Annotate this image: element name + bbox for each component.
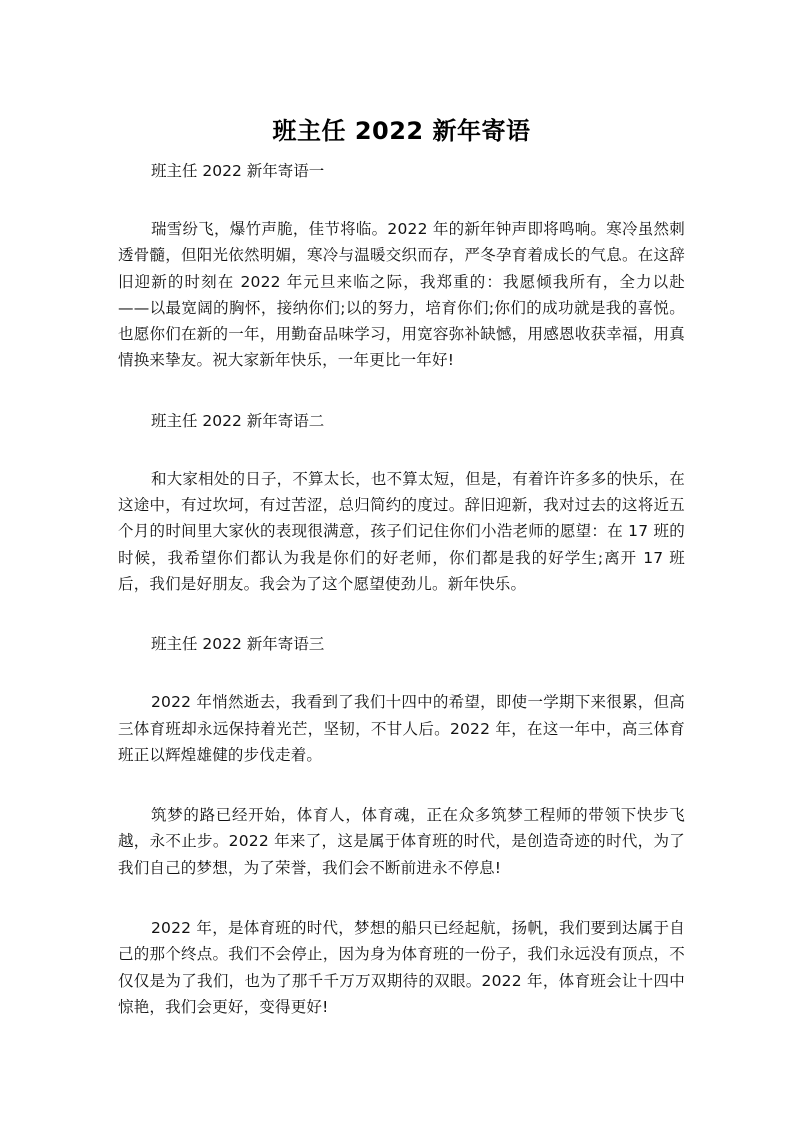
section-heading-2: 班主任 2022 新年寄语二 <box>151 411 325 430</box>
section-1-paragraph-1: 瑞雪纷飞，爆竹声脆，佳节将临。2022 年的新年钟声即将鸣响。寒冷虽然刺透骨髓，但阳光依然明媚，寒冷与温暖交织而存，严冬孕育着成长的气息。在这辞旧迎新的时刻在 2022 年元旦来临之际，我郑重的：我愿倾我所有，全力以赴——以最宽阔的胸怀，接纳你们;以的努力，培育你们;你们的成功就是我的喜悦。也愿你们在新的一年，用勤奋品味学习，用宽容弥补缺憾，用感恩收获幸福，用真情换来挚友。祝大家新年快乐，一年更比一年好! <box>118 220 685 370</box>
spacer <box>118 768 685 802</box>
section-3-paragraph-2: 筑梦的路已经开始，体育人，体育魂，正在众多筑梦工程师的带领下快步飞越，永不止步。2022 年来了，这是属于体育班的时代，是创造奇迹的时代，为了我们自己的梦想，为了荣誉，我们会不断前进永不停息! <box>118 806 685 877</box>
spacer <box>118 597 685 631</box>
spacer <box>118 184 685 216</box>
spacer <box>118 881 685 915</box>
section-3-paragraph-3: 2022 年，是体育班的时代，梦想的船只已经起航，扬帆，我们要到达属于自己的那个终点。我们不会停止，因为身为体育班的一份子，我们永远没有顶点，不仅仅是为了我们，也为了那千千万万双期待的双眼。2022 年，体育班会让十四中惊艳，我们会更好，变得更好! <box>118 919 685 1016</box>
spacer <box>118 374 685 408</box>
section-3-paragraph-1: 2022 年悄然逝去，我看到了我们十四中的希望，即使一学期下来很累，但高三体育班却永远保持着光芒，坚韧，不甘人后。2022 年，在这一年中，高三体育班正以辉煌雄健的步伐走着。 <box>118 693 685 764</box>
section-heading-1: 班主任 2022 新年寄语一 <box>151 162 325 180</box>
spacer <box>118 657 685 689</box>
section-heading-3: 班主任 2022 新年寄语三 <box>151 635 325 654</box>
document-title: 班主任 2022 新年寄语 <box>272 117 531 145</box>
section-2-paragraph-1: 和大家相处的日子，不算太长，也不算太短，但是，有着许许多多的快乐，在这途中，有过坎坷，有过苦涩，总归简约的度过。辞旧迎新，我对过去的这将近五个月的时间里大家伙的表现很满意，孩子们记住你们小浩老师的愿望：在 17 班的时候，我希望你们都认为我是你们的好老师，你们都是我的好学生;离开 17 班后，我们是好朋友。我会为了这个愿望使劲儿。新年快乐。 <box>118 469 685 593</box>
document-page <box>118 108 685 1020</box>
spacer <box>118 434 685 466</box>
